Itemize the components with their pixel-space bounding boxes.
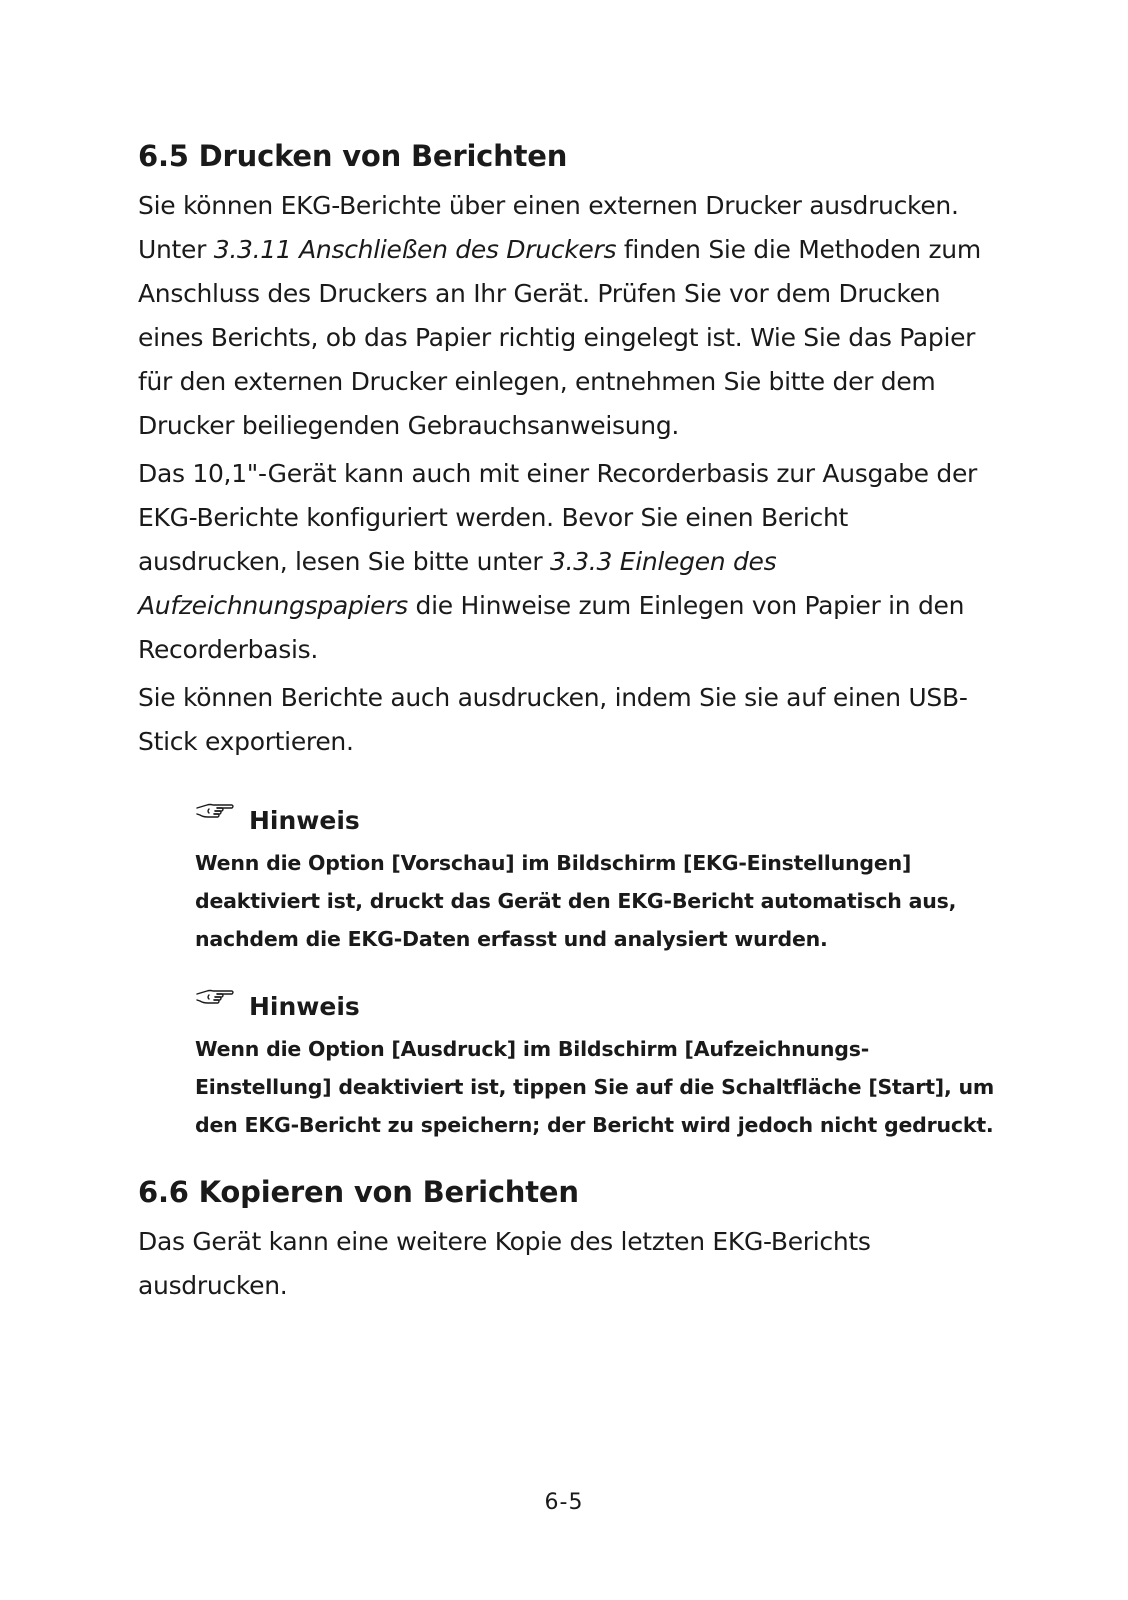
paragraph-recorder-base [138,452,1000,672]
section-heading-drucken: 6.5 Drucken von Berichten [138,139,568,173]
paragraph-text: die Hinweise zum Einlegen von Papier in den Recorderbasis. [138,591,965,664]
note-text: Wenn die Option [Vorschau] im Bildschirm [EKG-Einstellungen] deaktiviert ist, druckt das Gerät den EKG-Bericht automatisch aus, nachdem die EKG-Daten erfasst und analysiert wurden. [195,851,957,951]
note-title: Hinweis [249,805,360,835]
document-page [138,136,1000,1312]
paragraph-text: Sie können EKG-Berichte über einen externen Drucker ausdrucken. Unter [138,191,959,264]
note-preview [195,802,1000,958]
pointing-hand-icon [195,988,235,1014]
page-number: 6-5 [544,1490,584,1515]
paragraph-text: finden Sie die Methoden zum Anschluss des Druckers an Ihr Gerät. Prüfen Sie vor dem Drucken eines Berichts, ob das Papier richtig eingelegt ist. Wie Sie das Papier für den externen Drucker einlegen, entnehmen Sie bitte der dem Drucker beiliegenden Gebrauchsanweisung. [138,235,981,440]
cross-reference-link: 3.3.3 Einlegen des Aufzeichnungspapiers [138,547,777,620]
paragraph-text: Das 10,1"-Gerät kann auch mit einer Recorderbasis zur Ausgabe der EKG-Berichte konfiguriert werden. Bevor Sie einen Bericht ausdrucken, lesen Sie bitte unter [138,459,978,576]
paragraph-external-printer [138,184,1000,448]
note-text: Wenn die Option [Ausdruck] im Bildschirm [Aufzeichnungs-Einstellung] deaktiviert ist, tippen Sie auf die Schaltfläche [Start], um den EKG-Bericht zu speichern; der Bericht wird jedoch nicht gedruckt. [195,1037,995,1137]
cross-reference-link: 3.3.11 Anschließen des Druckers [213,235,617,264]
pointing-hand-icon [195,802,235,828]
note-header [195,988,1000,1024]
note-header [195,802,1000,838]
paragraph-usb-export: Sie können Berichte auch ausdrucken, indem Sie sie auf einen USB-Stick exportieren. [138,683,968,756]
section-heading-kopieren: 6.6 Kopieren von Berichten [138,1175,579,1209]
note-printout [195,988,1000,1144]
note-title: Hinweis [249,991,360,1021]
paragraph-copy-report: Das Gerät kann eine weitere Kopie des letzten EKG-Berichts ausdrucken. [138,1227,871,1300]
